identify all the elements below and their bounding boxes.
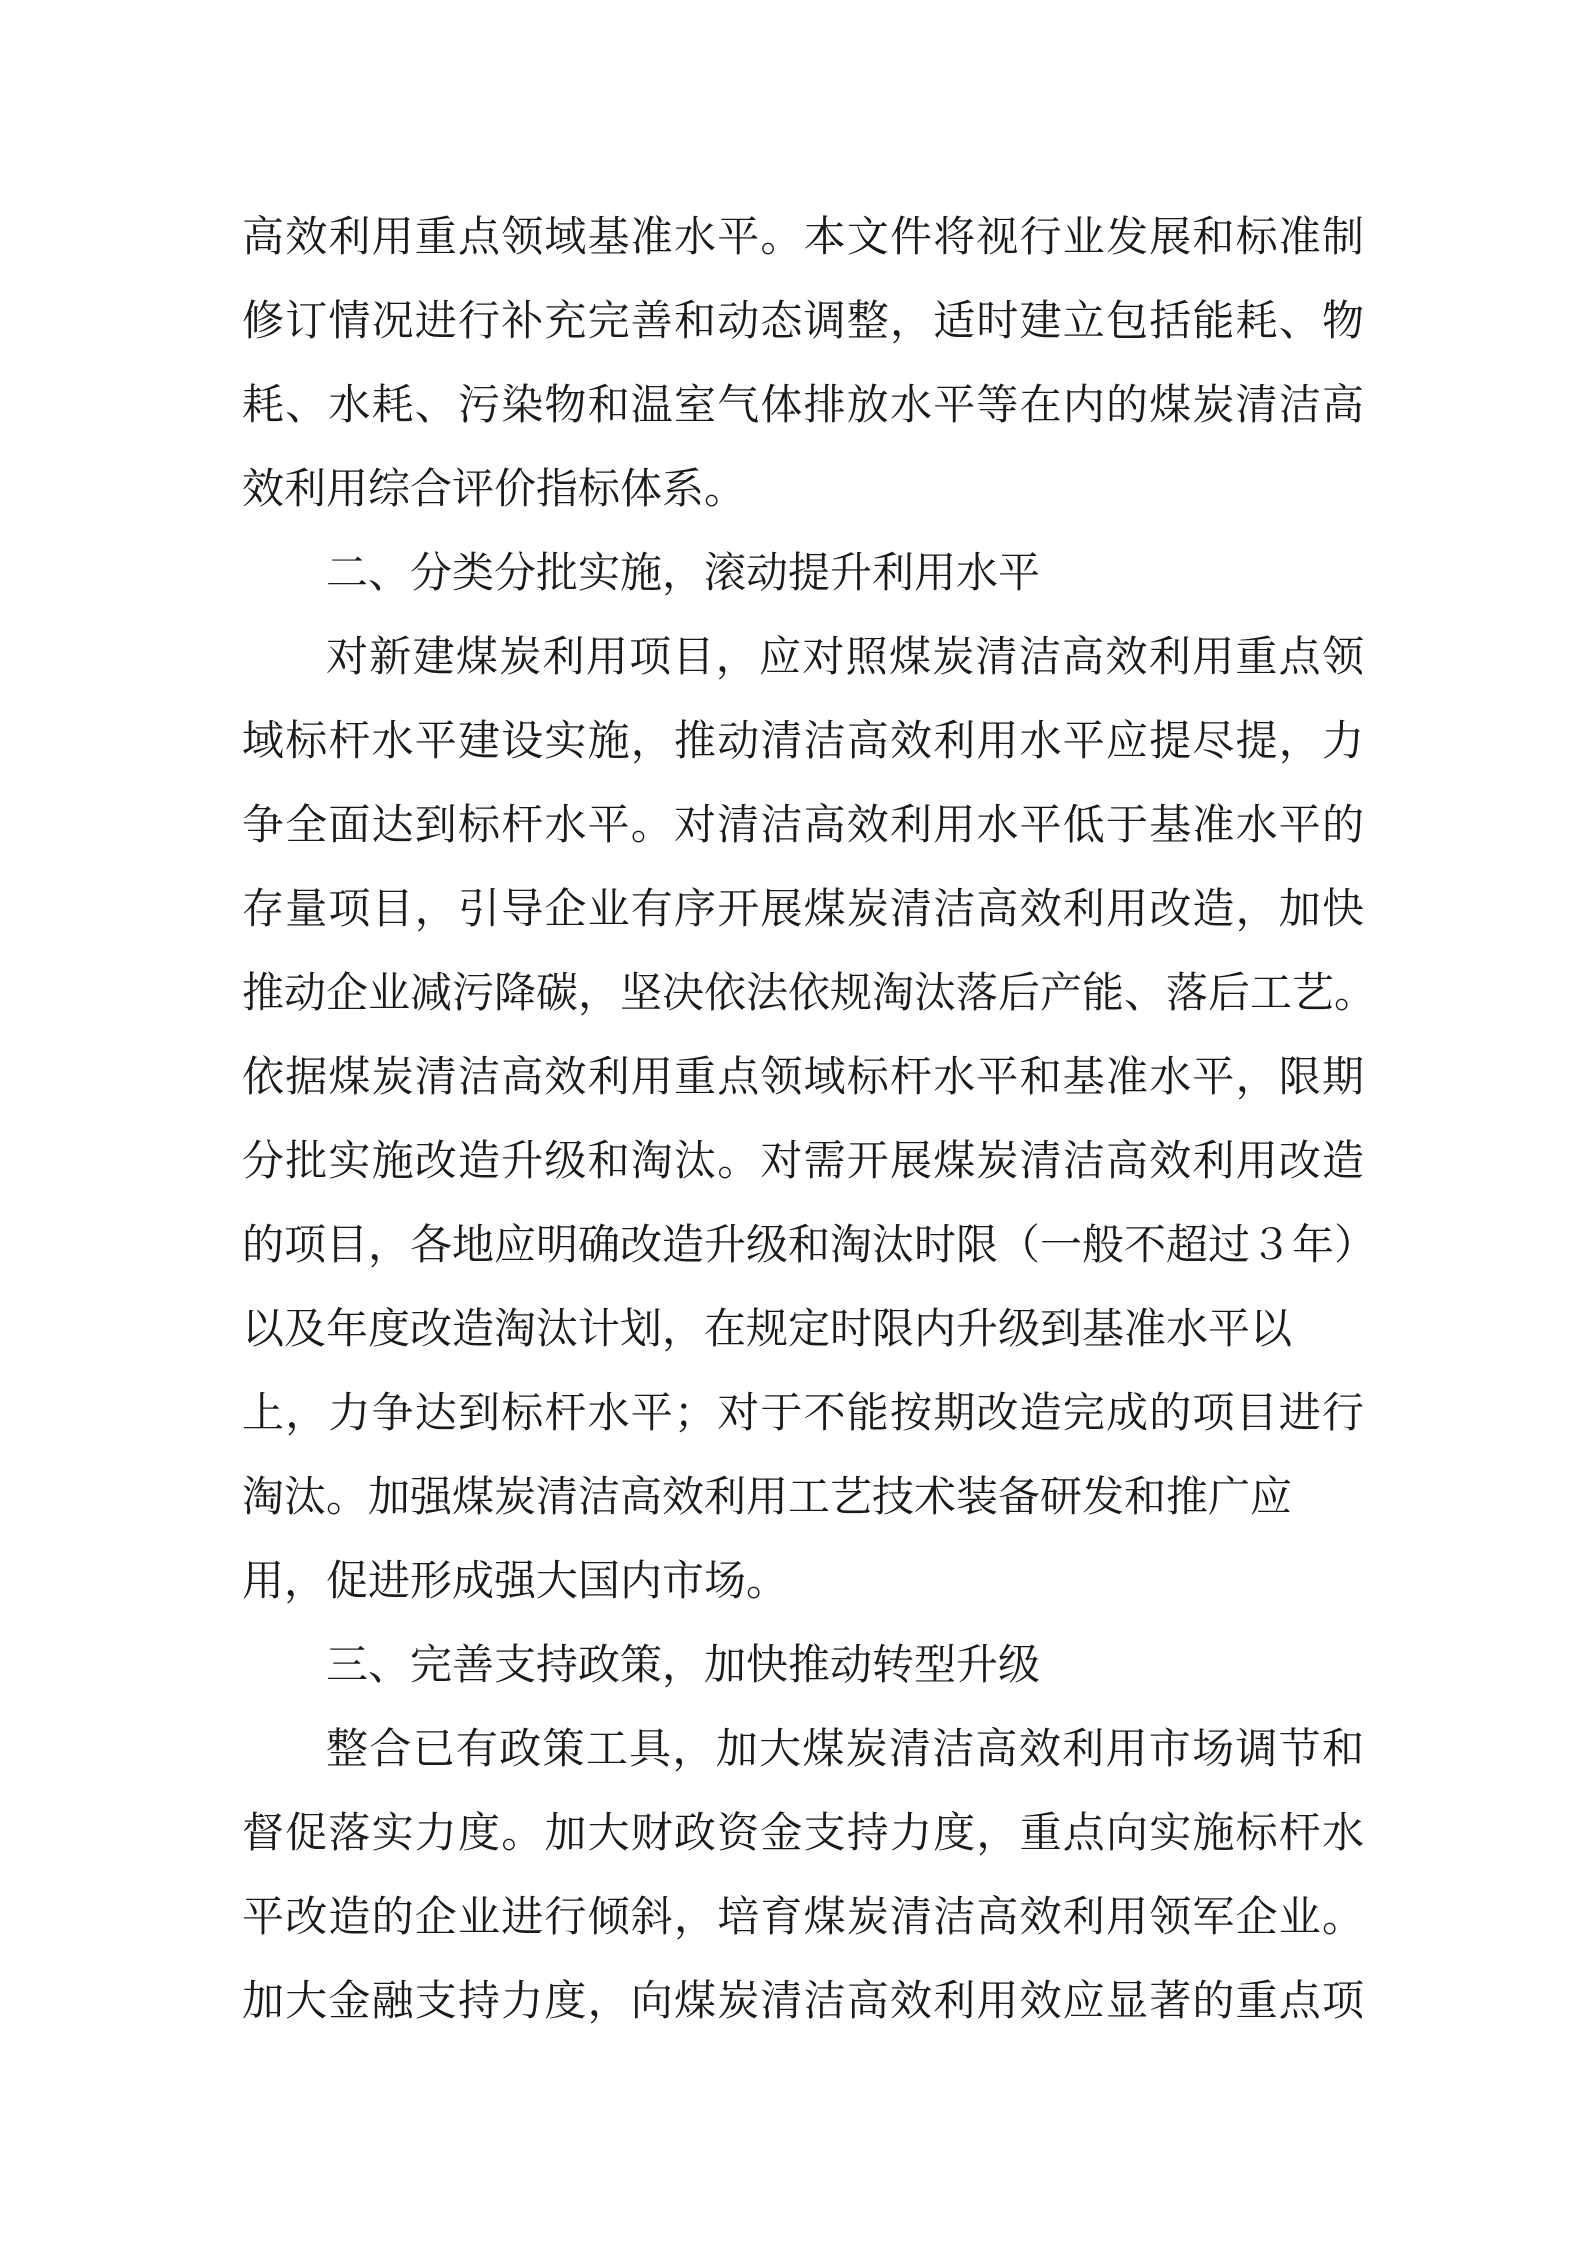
text-line: 整合已有政策工具，加大煤炭清洁高效利用市场调节和 — [326, 1724, 1364, 1773]
text-line: 平改造的企业进行倾斜，培育煤炭清洁高效利用领军企业。 — [242, 1892, 1364, 1941]
text-line: 依据煤炭清洁高效利用重点领域标杆水平和基准水平，限期 — [242, 1052, 1364, 1101]
text-line: 分批实施改造升级和淘汰。对需开展煤炭清洁高效利用改造 — [242, 1136, 1364, 1185]
text-line: 对新建煤炭利用项目，应对照煤炭清洁高效利用重点领 — [326, 632, 1364, 681]
text-line: 存量项目，引导企业有序开展煤炭清洁高效利用改造，加快 — [242, 884, 1364, 933]
document-body — [242, 195, 1377, 2043]
text-line: 二、分类分批实施，滚动提升利用水平 — [326, 548, 1041, 597]
text-line: 加大金融支持力度，向煤炭清洁高效利用效应显著的重点项 — [242, 1976, 1364, 2025]
text-line: 上，力争达到标杆水平；对于不能按期改造完成的项目进行 — [242, 1388, 1364, 1437]
text-line: 高效利用重点领域基准水平。本文件将视行业发展和标准制 — [242, 212, 1364, 261]
text-line: 耗、水耗、污染物和温室气体排放水平等在内的煤炭清洁高 — [242, 380, 1364, 429]
text-line: 三、完善支持政策，加快推动转型升级 — [326, 1640, 1041, 1689]
text-line: 推动企业减污降碳，坚决依法依规淘汰落后产能、落后工艺。 — [242, 968, 1377, 1017]
text-line: 域标杆水平建设实施，推动清洁高效利用水平应提尽提，力 — [242, 716, 1364, 765]
text-line: 修订情况进行补充完善和动态调整，适时建立包括能耗、物 — [242, 296, 1364, 345]
text-line: 淘汰。加强煤炭清洁高效利用工艺技术装备研发和推广应 — [242, 1472, 1293, 1521]
text-line: 督促落实力度。加大财政资金支持力度，重点向实施标杆水 — [242, 1808, 1364, 1857]
text-line: 以及年度改造淘汰计划，在规定时限内升级到基准水平以 — [242, 1304, 1293, 1353]
text-line: 争全面达到标杆水平。对清洁高效利用水平低于基准水平的 — [242, 800, 1364, 849]
text-line: 用，促进形成强大国内市场。 — [242, 1556, 789, 1605]
text-line: 的项目，各地应明确改造升级和淘汰时限（一般不超过３年） — [242, 1220, 1377, 1269]
text-line: 效利用综合评价指标体系。 — [242, 464, 747, 513]
